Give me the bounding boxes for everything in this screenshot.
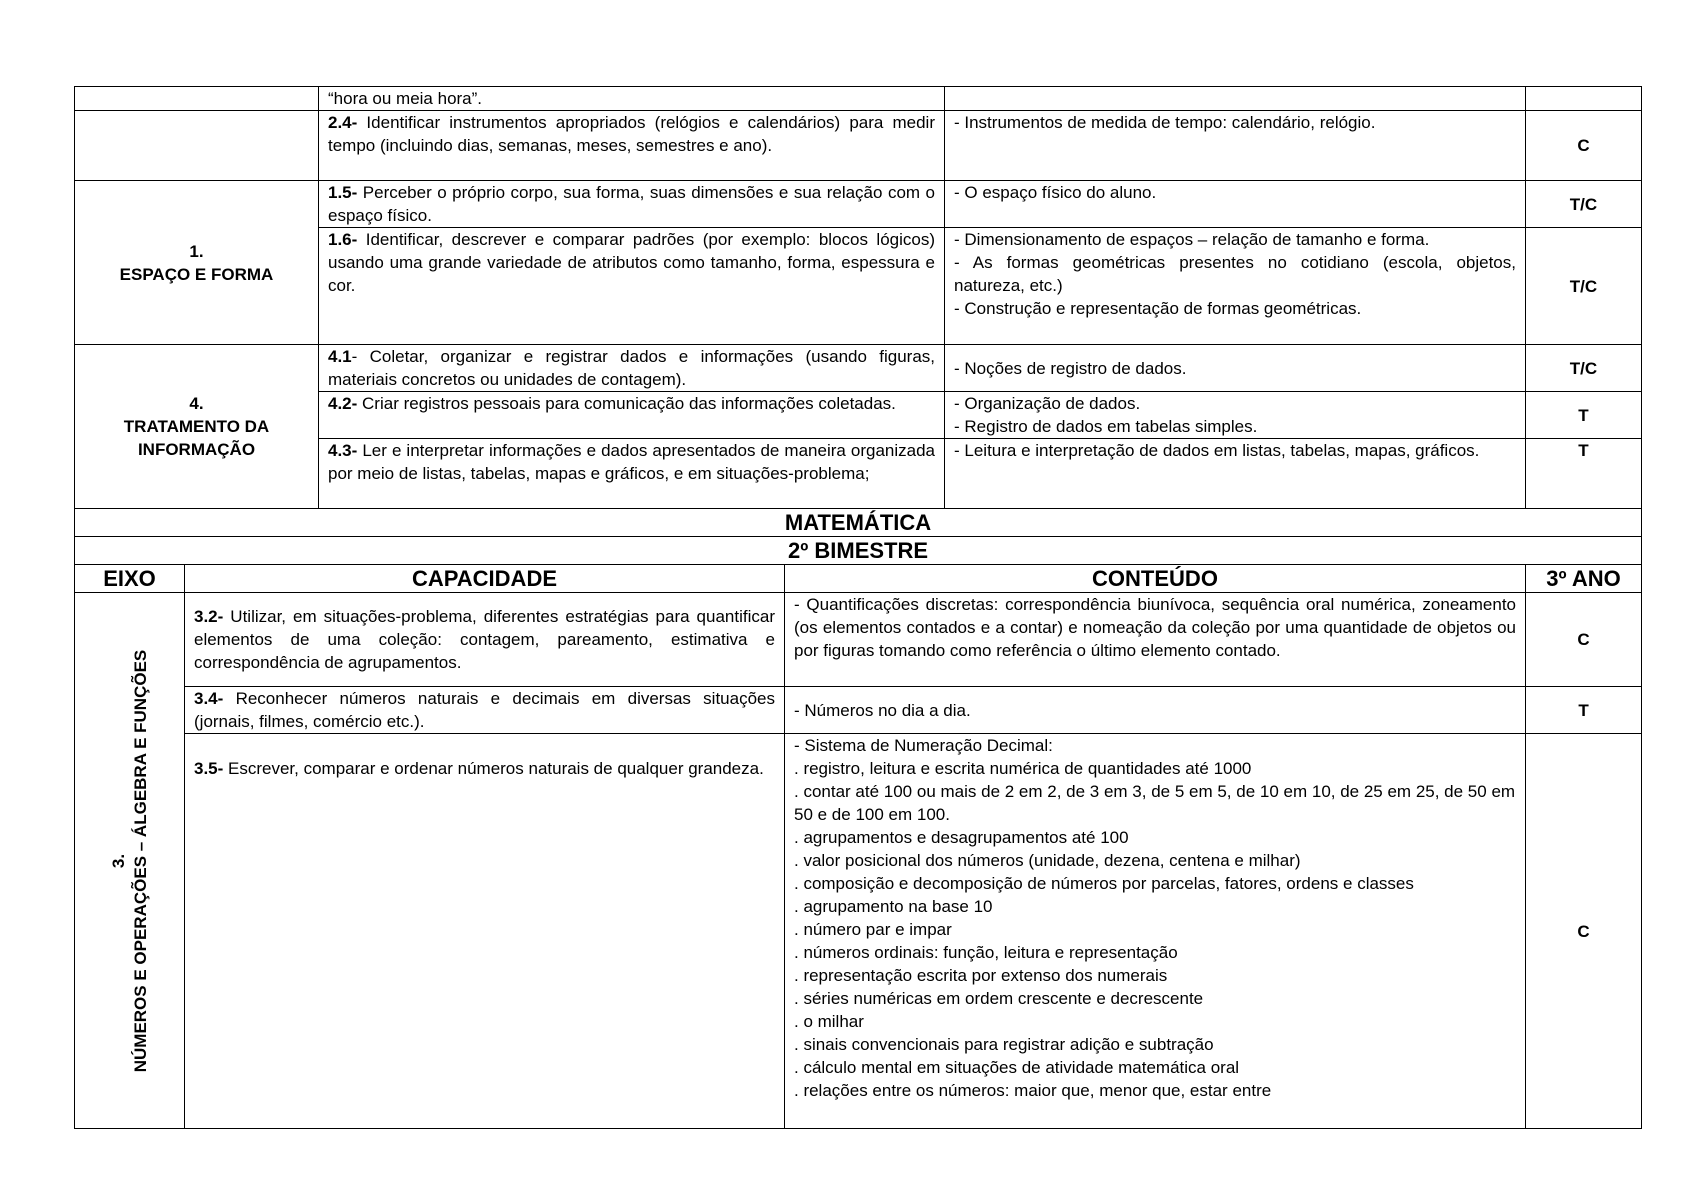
- axis-number: 3.: [108, 853, 128, 868]
- content-line: . agrupamentos e desagrupamentos até 100: [794, 828, 1129, 847]
- axis-title-line: TRATAMENTO DA: [123, 417, 270, 436]
- content-line: . representação escrita por extenso dos numerais: [794, 966, 1168, 985]
- subject-title: MATEMÁTICA: [75, 509, 1642, 537]
- content-line: - As formas geométricas presentes no cotidiano (escola, objetos, natureza, etc.): [954, 253, 1516, 295]
- capacity-code: 2.4-: [328, 113, 358, 132]
- content-line: . registro, leitura e escrita numérica de quantidades até 1000: [794, 759, 1252, 778]
- capacity-cell: [319, 228, 945, 345]
- content-line: - Construção e representação de formas geométricas.: [954, 299, 1362, 318]
- capacity-code: 1.6-: [328, 230, 358, 249]
- capacity-code: 4.1: [328, 347, 352, 366]
- grade-code: T/C: [1526, 181, 1642, 228]
- axis-title-line: INFORMAÇÃO: [137, 440, 256, 459]
- capacity-cell: [319, 111, 945, 181]
- content-line: . número par e impar: [794, 920, 952, 939]
- capacity-code: 1.5-: [328, 183, 358, 202]
- capacity-text: Utilizar, em situações-problema, diferentes estratégias para quantificar elementos de uma coleção: contagem, pareamento, estimativa e correspondência de agrupamentos.: [194, 607, 775, 672]
- capacity-text: Criar registros pessoais para comunicação das informações coletadas.: [357, 394, 896, 413]
- axis-cell-empty: [75, 111, 319, 181]
- header-capacidade: CAPACIDADE: [185, 565, 785, 593]
- capacity-cell: [319, 181, 945, 228]
- content-line: . cálculo mental em situações de atividade matemática oral: [794, 1058, 1240, 1077]
- capacity-cell: [319, 439, 945, 509]
- axis-tratamento-informacao: [75, 345, 319, 509]
- content-line: - Leitura e interpretação de dados em listas, tabelas, mapas, gráficos.: [954, 441, 1480, 460]
- capacity-text: Identificar instrumentos apropriados (relógios e calendários) para medir tempo (incluindo dias, semanas, meses, semestres e ano).: [328, 113, 935, 155]
- axis-cell-empty: [75, 87, 319, 111]
- content-line: . sinais convencionais para registrar adição e subtração: [794, 1035, 1214, 1054]
- capacity-text: “hora ou meia hora”.: [328, 89, 483, 108]
- capacity-cell: [319, 392, 945, 439]
- content-cell: [945, 345, 1526, 392]
- header-ano: 3º ANO: [1526, 565, 1642, 593]
- capacity-cell: [185, 593, 785, 687]
- capacity-text: Escrever, comparar e ordenar números naturais de qualquer grandeza.: [223, 759, 764, 778]
- content-line: - Sistema de Numeração Decimal:: [794, 736, 1053, 755]
- content-line: - O espaço físico do aluno.: [954, 183, 1157, 202]
- content-cell: - Números no dia a dia.: [785, 687, 1526, 734]
- content-line: . agrupamento na base 10: [794, 897, 993, 916]
- content-cell: [945, 439, 1526, 509]
- axis-number: 1.: [189, 241, 204, 261]
- grade-code: T/C: [1526, 345, 1642, 392]
- capacity-text: - Coletar, organizar e registrar dados e informações (usando figuras, materiais concretos ou unidades de contagem).: [328, 347, 935, 389]
- content-cell: - Instrumentos de medida de tempo: calendário, relógio.: [945, 111, 1526, 181]
- content-line: - Dimensionamento de espaços – relação de tamanho e forma.: [954, 230, 1430, 249]
- capacity-cell: [185, 687, 785, 734]
- capacity-text: Reconhecer números naturais e decimais em diversas situações (jornais, filmes, comércio etc.).: [194, 689, 775, 731]
- content-cell: [945, 87, 1526, 111]
- grade-code: T: [1526, 439, 1642, 509]
- content-cell: [945, 228, 1526, 345]
- grade-code: C: [1526, 734, 1642, 1129]
- axis-numeros-operacoes: [75, 593, 185, 1129]
- capacity-code: 3.5-: [194, 759, 224, 778]
- content-line: - Organização de dados.: [954, 394, 1141, 413]
- capacity-cell: [319, 345, 945, 392]
- grade-code: C: [1526, 111, 1642, 181]
- axis-espaco-forma: [75, 181, 319, 345]
- content-line: - Registro de dados em tabelas simples.: [954, 417, 1258, 436]
- curriculum-table-continuation: [74, 86, 1642, 509]
- grade-code: C: [1526, 593, 1642, 687]
- grade-code: T/C: [1526, 228, 1642, 345]
- content-line: . relações entre os números: maior que, menor que, estar entre: [794, 1081, 1272, 1100]
- content-line: . números ordinais: função, leitura e representação: [794, 943, 1178, 962]
- grade-code: T: [1526, 392, 1642, 439]
- capacity-code: 3.2-: [194, 607, 224, 626]
- content-line: . o milhar: [794, 1012, 864, 1031]
- header-eixo: EIXO: [75, 565, 185, 593]
- axis-vertical-label: [108, 649, 152, 1072]
- content-line: . valor posicional dos números (unidade, dezena, centena e milhar): [794, 851, 1301, 870]
- axis-title: ESPAÇO E FORMA: [119, 264, 274, 284]
- content-line: - Noções de registro de dados.: [954, 358, 1187, 378]
- axis-title: NÚMEROS E OPERAÇÕES – ÁLGEBRA E FUNÇÕES: [130, 649, 150, 1072]
- content-line: . composição e decomposição de números por parcelas, fatores, ordens e classes: [794, 874, 1414, 893]
- capacity-code: 4.3-: [328, 441, 358, 460]
- content-line: . séries numéricas em ordem crescente e decrescente: [794, 989, 1204, 1008]
- capacity-code: 4.2-: [328, 394, 358, 413]
- content-cell: - Quantificações discretas: correspondência biunívoca, sequência oral numérica, zoneamento (os elementos contados e a contar) e nomeação da coleção por uma quantidade de objetos ou por figuras tomando como referência o último elemento contado.: [785, 593, 1526, 687]
- content-cell: [945, 392, 1526, 439]
- grade-code: T: [1526, 687, 1642, 734]
- axis-number: 4.: [189, 394, 204, 413]
- capacity-text: Identificar, descrever e comparar padrões (por exemplo: blocos lógicos) usando uma grande variedade de atributos como tamanho, forma, espessura e cor.: [328, 230, 935, 295]
- grade-code: [1526, 87, 1642, 111]
- content-line: . contar até 100 ou mais de 2 em 2, de 3 em 3, de 5 em 5, de 10 em 10, de 25 em 25, de 50 em 50 e de 100 em 100.: [794, 782, 1516, 824]
- bimester-title: 2º BIMESTRE: [75, 537, 1642, 565]
- capacity-text: Ler e interpretar informações e dados apresentados de maneira organizada por meio de listas, tabelas, mapas e gráficos, e em situações-problema;: [328, 441, 935, 483]
- content-cell: [785, 734, 1526, 1129]
- capacity-code: 3.4-: [194, 689, 224, 708]
- capacity-cell: [319, 87, 945, 111]
- capacity-cell: [185, 734, 785, 1129]
- content-cell: [945, 181, 1526, 228]
- curriculum-table-second-bimester: [74, 508, 1642, 1129]
- header-conteudo: CONTEÚDO: [785, 565, 1526, 593]
- capacity-text: Perceber o próprio corpo, sua forma, suas dimensões e sua relação com o espaço físico.: [328, 183, 935, 225]
